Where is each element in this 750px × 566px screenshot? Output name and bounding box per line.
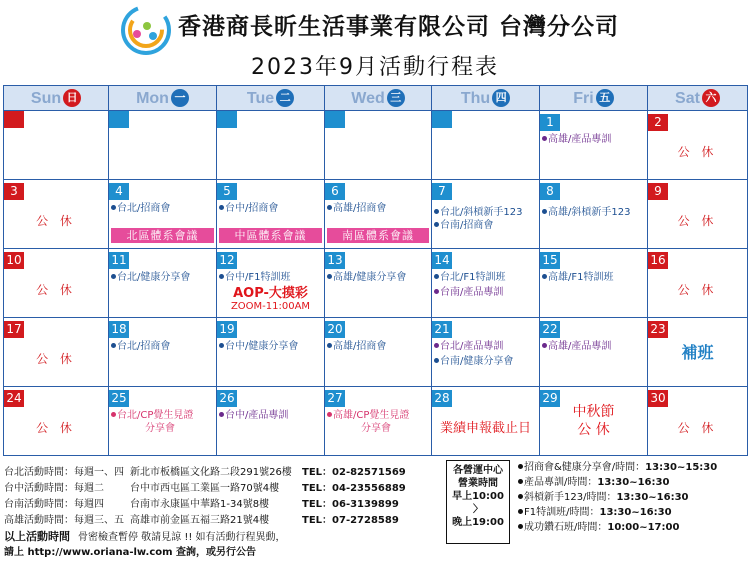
empty-cell	[217, 111, 325, 180]
holiday-label: 公 休	[36, 352, 76, 366]
event-item: 台南/招商會	[434, 219, 539, 232]
day-number: 4	[109, 183, 129, 200]
week-row	[4, 387, 748, 456]
day-cell[interactable]	[4, 180, 109, 249]
header	[0, 0, 750, 84]
day-number: 6	[325, 183, 345, 200]
day-number: 5	[217, 183, 237, 200]
calendar-table	[3, 85, 748, 456]
day-cell[interactable]	[648, 180, 748, 249]
week-row	[4, 249, 748, 318]
day-number: 2	[648, 114, 668, 131]
day-number: 9	[648, 183, 668, 200]
event-item: 高雄/CP覺生見證	[327, 409, 431, 422]
event-item: 台中/產品專訓	[219, 409, 324, 422]
day-cell[interactable]	[432, 180, 540, 249]
event-item: 台北/CP覺生見證	[111, 409, 216, 422]
event-item: 台北/健康分享會	[111, 271, 216, 284]
weekday-mon: Mon 一	[109, 86, 217, 111]
day-cell[interactable]	[217, 318, 325, 387]
footer: 台北活動時間：每週一、四 新北市板橋區文化路二段291號26樓 TEL：02-82571569 台中活動時間：每週二 台中市西屯區工業區一路70號4樓 TEL：04-23556889 台南活動時間：每週四 台南市永康區中華路1-34號8樓 TEL：06-3139899 高雄活動時間：每週三、五 高雄市前金區五福三路21號4樓 TEL：07-2728589 以上活動時間 骨密檢查暫停 敬請見諒 !! 如有活動行程異動， 請上 http://www.oriana-lw.com 查詢，或另行公告 各營運中心 營業時間 早上10:00 〉 晚上19:00 招商會&健康分享會/時間：13:30~15:30 產品專訓/時間：13:30~16:30 斜槓新手123/時間：13:30~16:30 F1特訓班/時間：13:30~16:30 成功鑽石班/時間：10:00~17:00	[4, 462, 718, 558]
day-cell[interactable]	[648, 318, 748, 387]
company-name: 香港商長昕生活事業有限公司 台灣分公司	[178, 14, 620, 40]
event-item: 台北/產品專訓	[434, 340, 539, 353]
event-item: 台中/F1特訓班	[219, 271, 324, 284]
event-item: 台南/產品專訓	[434, 286, 539, 299]
event-item: 台南/健康分享會	[434, 355, 539, 368]
day-cell[interactable]	[325, 387, 432, 456]
holiday-label: 公 休	[677, 283, 718, 297]
schedule-item: 斜槓新手123/時間：13:30~16:30	[518, 490, 717, 505]
day-cell[interactable]	[540, 180, 648, 249]
weekday-tue: Tue 二	[217, 86, 325, 111]
day-cell[interactable]	[109, 180, 217, 249]
aop-event: AOP-大摸彩 ZOOM-11:00AM	[230, 286, 311, 312]
day-cell[interactable]	[540, 249, 648, 318]
day-cell[interactable]	[325, 180, 432, 249]
schedule-item: 招商會&健康分享會/時間：13:30~15:30	[518, 460, 717, 475]
day-number: 13	[325, 252, 345, 269]
makeup-workday-label: 補班	[681, 343, 714, 362]
schedule-item: 產品專訓/時間：13:30~16:30	[518, 475, 717, 490]
empty-cell	[4, 111, 109, 180]
day-number: 16	[648, 252, 668, 269]
event-item: 高雄/F1特訓班	[542, 271, 647, 284]
day-cell[interactable]	[432, 249, 540, 318]
holiday-label: 公 休	[677, 421, 718, 435]
day-number: 21	[432, 321, 452, 338]
day-cell[interactable]	[648, 249, 748, 318]
week-row	[4, 180, 748, 249]
event-item: 高雄/斜槓新手123	[542, 206, 647, 219]
empty-cell	[432, 111, 540, 180]
day-number: 26	[217, 390, 237, 407]
holiday-label: 公 休	[577, 422, 610, 438]
day-number: 27	[325, 390, 345, 407]
event-item: 高雄/招商會	[327, 202, 431, 215]
holiday-label: 公 休	[677, 214, 718, 228]
week-row	[4, 111, 748, 180]
event-item: 高雄/健康分享會	[327, 271, 431, 284]
day-number: 22	[540, 321, 560, 338]
holiday-label: 公 休	[36, 214, 76, 228]
business-hours-box: 各營運中心 營業時間 早上10:00 〉 晚上19:00	[446, 460, 510, 544]
day-cell[interactable]	[109, 387, 217, 456]
schedule-list	[518, 460, 717, 535]
day-cell[interactable]	[540, 111, 648, 180]
holiday-label: 公 休	[36, 283, 76, 297]
day-cell[interactable]	[217, 249, 325, 318]
weekday-wed: Wed 三	[325, 86, 432, 111]
meeting-banner: 北區體系會議	[111, 228, 214, 243]
day-cell[interactable]	[432, 387, 540, 456]
day-cell[interactable]	[325, 249, 432, 318]
weekday-thu: Thu 四	[432, 86, 540, 111]
day-cell[interactable]	[540, 318, 648, 387]
day-number: 11	[109, 252, 129, 269]
weekday-fri: Fri 五	[540, 86, 648, 111]
day-number: 15	[540, 252, 560, 269]
event-item: 高雄/產品專訓	[542, 340, 647, 353]
day-number: 18	[109, 321, 129, 338]
event-item: 高雄/招商會	[327, 340, 431, 353]
weekday-sat: Sat 六	[648, 86, 748, 111]
event-item-continued: 分享會	[361, 423, 391, 434]
day-cell[interactable]	[648, 111, 748, 180]
holiday-label: 公 休	[677, 145, 718, 159]
meeting-banner: 南區體系會議	[327, 228, 429, 243]
day-number: 20	[325, 321, 345, 338]
weekday-sun: Sun 日	[4, 86, 109, 111]
day-number: 8	[540, 183, 560, 200]
page-title: 2023年9月活動行程表	[251, 55, 499, 80]
day-number: 7	[432, 183, 452, 200]
day-number: 24	[4, 390, 24, 407]
day-cell[interactable]	[648, 387, 748, 456]
schedule-item: F1特訓班/時間：13:30~16:30	[518, 505, 717, 520]
day-cell[interactable]	[325, 318, 432, 387]
day-number: 1	[540, 114, 560, 131]
holiday-label: 公 休	[36, 421, 76, 435]
day-number: 17	[4, 321, 24, 338]
day-number: 25	[109, 390, 129, 407]
event-item: 台北/斜槓新手123	[434, 206, 539, 219]
day-cell[interactable]	[109, 318, 217, 387]
day-cell[interactable]	[432, 318, 540, 387]
day-number: 14	[432, 252, 452, 269]
event-item: 台北/招商會	[111, 202, 216, 215]
holiday-name: 中秋節	[572, 404, 615, 420]
day-cell[interactable]	[4, 318, 109, 387]
week-row	[4, 318, 748, 387]
event-item-continued: 分享會	[145, 423, 175, 434]
event-item: 台北/F1特訓班	[434, 271, 539, 284]
day-number: 28	[432, 390, 452, 407]
event-item: 台北/招商會	[111, 340, 216, 353]
event-item: 台中/招商會	[219, 202, 324, 215]
day-cell[interactable]	[217, 180, 325, 249]
day-cell[interactable]	[4, 249, 109, 318]
day-number: 23	[648, 321, 668, 338]
company-logo-icon	[120, 4, 172, 56]
day-number: 30	[648, 390, 668, 407]
event-item: 台中/健康分享會	[219, 340, 324, 353]
meeting-banner: 中區體系會議	[219, 228, 322, 243]
empty-cell	[109, 111, 217, 180]
day-cell[interactable]	[540, 387, 648, 456]
day-number: 3	[4, 183, 24, 200]
event-item: 高雄/產品專訓	[542, 133, 647, 146]
day-number: 10	[4, 252, 24, 269]
schedule-item: 成功鑽石班/時間：10:00~17:00	[518, 520, 717, 535]
empty-cell	[325, 111, 432, 180]
day-cell[interactable]	[4, 387, 109, 456]
day-cell[interactable]	[217, 387, 325, 456]
deadline-label: 業績申報截止日	[439, 421, 531, 436]
day-number: 29	[540, 390, 560, 407]
day-number: 12	[217, 252, 237, 269]
day-cell[interactable]	[109, 249, 217, 318]
weekday-header-row	[4, 86, 748, 111]
day-number: 19	[217, 321, 237, 338]
